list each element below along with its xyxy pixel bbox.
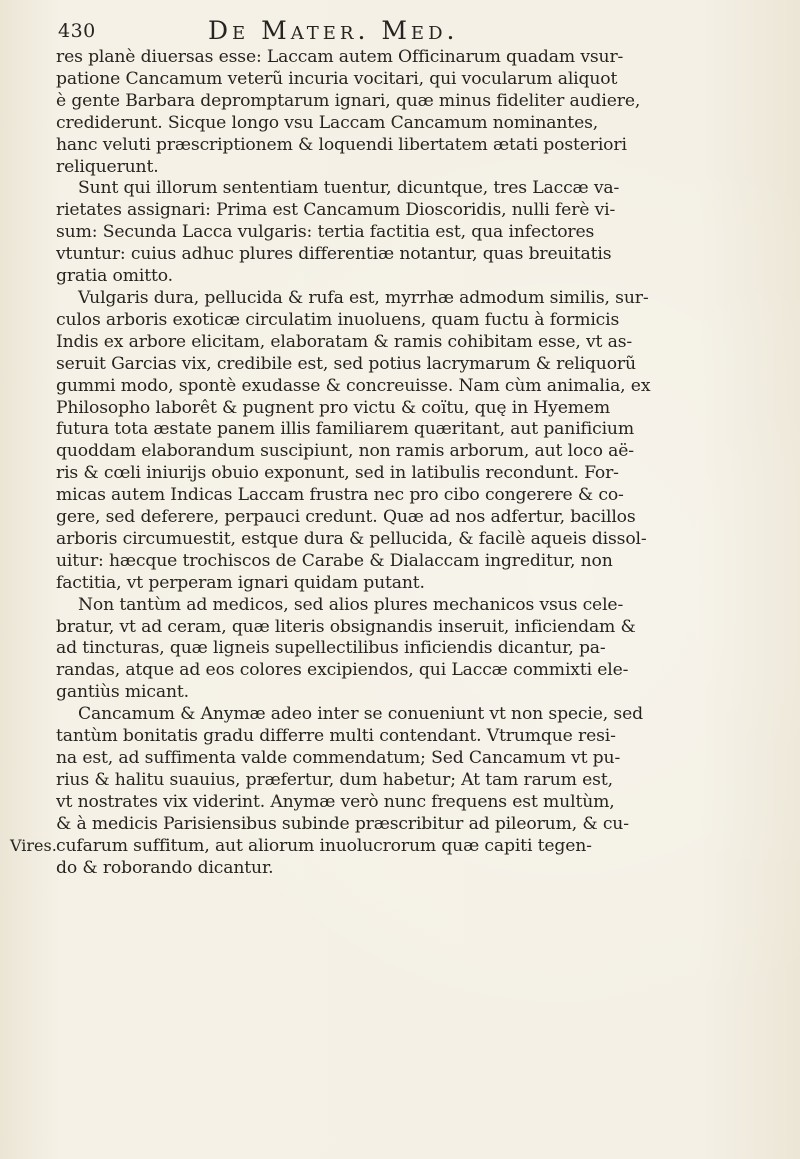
text-line: gere, sed deferere, perpauci credunt. Quæ ad nos adfertur, bacillos bbox=[56, 507, 636, 528]
text-line: rietates assignari: Prima est Cancamum Dioscoridis, nulli ferè vi- bbox=[56, 200, 616, 221]
text-line: na est, ad suffimenta valde commendatum; Sed Cancamum vt pu- bbox=[56, 748, 621, 768]
text-line: Non tantùm ad medicos, sed alios plures mechanicos vsus cele- bbox=[78, 594, 624, 615]
text-line: bratur, vt ad ceram, quæ literis obsignandis inseruit, inficiendam & bbox=[56, 616, 636, 637]
text-line: gratia omitto. bbox=[56, 266, 173, 287]
text-line: Philosopho laborêt & pugnent pro victu & coïtu, quę in Hyemem bbox=[56, 397, 611, 418]
text-line: & à medicis Parisiensibus subinde præscribitur ad pileorum, & cu- bbox=[56, 813, 629, 834]
text-line: patione Cancamum veterũ incuria vocitari, qui vocularum aliquot bbox=[56, 68, 618, 89]
text-line: Indis ex arbore elicitam, elaboratam & ramis cohibitam esse, vt as- bbox=[56, 331, 633, 352]
paragraph bbox=[56, 178, 736, 288]
text-line: Sunt qui illorum sententiam tuentur, dicuntque, tres Laccæ va- bbox=[78, 178, 620, 199]
text-line: gantiùs micant. bbox=[56, 682, 189, 703]
text-line: randas, atque ad eos colores excipiendos, qui Laccæ commixti ele- bbox=[56, 660, 629, 681]
text-line: uitur: hæcque trochiscos de Carabe & Dialaccam ingreditur, non bbox=[56, 550, 613, 571]
text-line: cufarum suffitum, aut aliorum inuolucrorum quæ capiti tegen- bbox=[56, 835, 592, 856]
text-line: è gente Barbara depromptarum ignari, quæ minus fideliter audiere, bbox=[56, 90, 641, 111]
margin-note: Vires. bbox=[10, 836, 57, 855]
text-line: Cancamum & Anymæ adeo inter se conueniunt vt non specie, sed bbox=[78, 704, 643, 725]
text-line: factitia, vt perperam ignari quidam putant. bbox=[56, 572, 425, 593]
running-title: De Mater. Med. bbox=[208, 16, 459, 45]
text-line: seruit Garcias vix, credibile est, sed potius lacrymarum & reliquorũ bbox=[56, 353, 636, 374]
text-line: Vulgaris dura, pellucida & rufa est, myrrhæ admodum similis, sur- bbox=[78, 287, 649, 308]
page-number: 430 bbox=[58, 20, 96, 42]
text-line: ad tincturas, quæ ligneis supellectilibus inficiendis dicantur, pa- bbox=[56, 638, 606, 659]
body-text bbox=[56, 47, 736, 879]
text-line: sum: Secunda Lacca vulgaris: tertia factitia est, qua infectores bbox=[56, 222, 595, 243]
paragraph bbox=[56, 704, 736, 879]
text-line: micas autem Indicas Laccam frustra nec pro cibo congerere & co- bbox=[56, 485, 624, 506]
text-line: vtuntur: cuius adhuc plures differentiæ notantur, quas breuitatis bbox=[56, 244, 612, 265]
text-line: rius & halitu suauius, præfertur, dum habetur; At tam rarum est, bbox=[56, 769, 613, 790]
text-line: futura tota æstate panem illis familiarem quæritant, aut panificium bbox=[56, 419, 634, 440]
text-line: vt nostrates vix viderint. Anymæ verò nunc frequens est multùm, bbox=[56, 791, 615, 812]
paragraph bbox=[56, 595, 736, 705]
text-line: arboris circumuestit, estque dura & pellucida, & facilè aqueis dissol- bbox=[56, 528, 647, 549]
text-line: culos arboris exoticæ circulatim inuoluens, quam fuctu à formicis bbox=[56, 309, 620, 330]
text-line: quoddam elaborandum suscipiunt, non ramis arborum, aut loco aë- bbox=[56, 441, 634, 462]
paragraph bbox=[56, 47, 736, 178]
text-line: gummi modo, spontè exudasse & concreuisse. Nam cùm animalia, ex bbox=[56, 375, 651, 396]
text-line: ris & cœli iniurijs obuio exponunt, sed in latibulis recondunt. For- bbox=[56, 463, 619, 484]
text-line: hanc veluti præscriptionem & loquendi libertatem ætati posteriori bbox=[56, 134, 627, 155]
text-line: reliquerunt. bbox=[56, 156, 159, 177]
text-line: crediderunt. Sicque longo vsu Laccam Cancamum nominantes, bbox=[56, 112, 599, 133]
paragraph bbox=[56, 288, 736, 595]
text-line: tantùm bonitatis gradu differre multi contendant. Vtrumque resi- bbox=[56, 726, 616, 747]
running-head bbox=[58, 16, 738, 46]
text-line: res planè diuersas esse: Laccam autem Officinarum quadam vsur- bbox=[56, 47, 624, 67]
text-line: do & roborando dicantur. bbox=[56, 857, 274, 878]
